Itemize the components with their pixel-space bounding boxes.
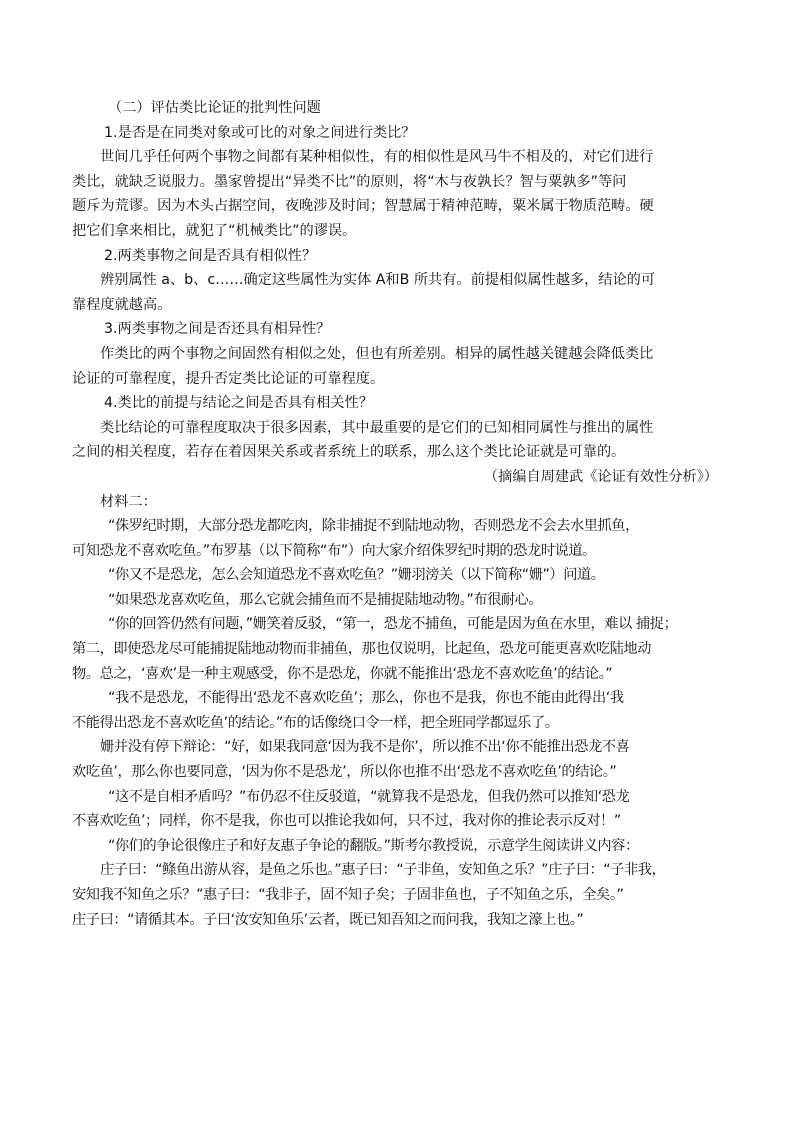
material-two-body <box>72 514 724 932</box>
paragraph-1-line-3: 题斥为荒谬。因为木头占据空间，夜晚涉及时间；智慧属于精神范畴，粟米属于物质范畴。硬 <box>72 198 654 215</box>
paragraph-4-line-2: 之间的相关程度，若存在着因果关系或者系统上的联系，那么这个类比论证就是可靠的。 <box>72 444 626 461</box>
source-citation: （摘编自周建武《论证有效性分析》） <box>483 468 718 485</box>
paragraph-1-line-2: 类比，就缺乏说服力。墨家曾提出“异类不比”的原则，将“木与夜孰长？智与粟孰多”等问 <box>72 173 627 190</box>
dialogue-7-line-1: “这不是自相矛盾吗？”布仍忍不住反驳道，“就算我不是恐龙，但我仍然可以推知‘恐龙 <box>108 788 630 805</box>
dialogue-4-line-1: “你的回答仍然有问题，”姗笑着反驳，“第一，恐龙不捕鱼，可能是因为鱼在水里，难以 捕捉； <box>108 616 678 633</box>
zhuangzi-line-2: 安知我不知鱼之乐？”惠子曰：“我非子，固不知子矣；子固非鱼也，子不知鱼之乐，全矣。” <box>72 887 624 903</box>
paragraph-1-line-1: 世间几乎任何两个事物之间都有某种相似性，有的相似性是风马牛不相及的，对它们进行 <box>100 149 654 166</box>
dialogue-6-line-1: 姗并没有停下辩论：“好，如果我同意‘因为我不是你’，所以推不出‘你不能推出恐龙不喜 <box>100 739 630 756</box>
dialogue-1-line-1: “侏罗纪时期，大部分恐龙都吃肉，除非捕捉不到陆地动物，否则恐龙不会去水里抓鱼， <box>108 518 639 535</box>
dialogue-2: “你又不是恐龙，怎么会知道恐龙不喜欢吃鱼？”姗羽滂关（以下简称“姗”）问道。 <box>108 567 605 584</box>
paragraph-3-line-2: 论证的可靠程度，提升否定类比论证的可靠程度。 <box>72 370 385 387</box>
dialogue-4-line-3: 物。总之，‘喜欢’是一种主观感受，你不是恐龙，你就不能推出‘恐龙不喜欢吃鱼’的结论。” <box>72 665 613 682</box>
dialogue-3: “如果恐龙喜欢吃鱼，那么它就会捕鱼而不是捕捉陆地动物。”布很耐心。 <box>108 591 543 608</box>
question-2: 2.两类事物之间是否具有相似性？ <box>104 247 317 264</box>
paragraph-1-line-4: 把它们拿来相比，就犯了“机械类比”的谬误。 <box>72 222 357 239</box>
dialogue-4-line-2: 第二，即使恐龙尽可能捕捉陆地动物而非捕鱼，那也仅说明，比起鱼，恐龙可能更喜欢吃陆地动 <box>72 641 652 658</box>
question-1: 1.是否是在同类对象或可比的对象之间进行类比？ <box>104 124 416 141</box>
paragraph-2-line-1: 辨别属性 a、b、c……确定这些属性为实体 A和B 所共有。前提相似属性越多，结论的可 <box>100 272 656 289</box>
material-label: 材料二： <box>100 493 157 510</box>
section-heading: （二）评估类比论证的批判性问题 <box>108 100 321 116</box>
question-3: 3.两类事物之间是否还具有相异性？ <box>104 321 331 338</box>
dialogue-5-line-1: “我不是恐龙，不能得出‘恐龙不喜欢吃鱼’；那么，你也不是我，你也不能由此得出‘我 <box>108 690 624 707</box>
zhuangzi-line-1: 庄子曰：“鲦鱼出游从容，是鱼之乐也。”惠子曰：“子非鱼，安知鱼之乐？”庄子曰：“子非我， <box>100 862 666 879</box>
dialogue-6-line-2: 欢吃鱼’，那么你也要同意，‘因为你不是恐龙’，所以你也推不出‘恐龙不喜欢吃鱼’的结论。” <box>72 764 617 781</box>
question-4: 4.类比的前提与结论之间是否具有相关性？ <box>104 395 373 412</box>
paragraph-4-line-1: 类比结论的可靠程度取决于很多因素，其中最重要的是它们的已知相同属性与推出的属性 <box>100 419 654 436</box>
dialogue-7-line-2: 不喜欢吃鱼’；同样，你不是我，你也可以推论我如何，只不过，我对你的推论表示反对！” <box>72 813 621 830</box>
zhuangzi-line-3: 庄子曰：“请循其本。子曰‘汝安知鱼乐’云者，既已知吾知之而问我，我知之濠上也。” <box>72 911 584 928</box>
dialogue-1-line-2: 可知恐龙不喜欢吃鱼。”布罗基（以下简称“布”）向大家介绍侏罗纪时期的恐龙时说道。 <box>72 542 596 559</box>
dialogue-8: “你们的争论很像庄子和好友惠子争论的翻版。”斯考尔教授说，示意学生阅读讲义内容： <box>108 837 639 854</box>
document-page <box>72 96 724 932</box>
paragraph-3-line-1: 作类比的两个事物之间固然有相似之处，但也有所差别。相异的属性越关键越会降低类比 <box>100 345 654 362</box>
paragraph-2-line-2: 靠程度就越高。 <box>72 296 172 313</box>
dialogue-5-line-2: 不能得出恐龙不喜欢吃鱼’的结论。”布的话像绕口令一样，把全班同学都逗乐了。 <box>72 714 559 731</box>
